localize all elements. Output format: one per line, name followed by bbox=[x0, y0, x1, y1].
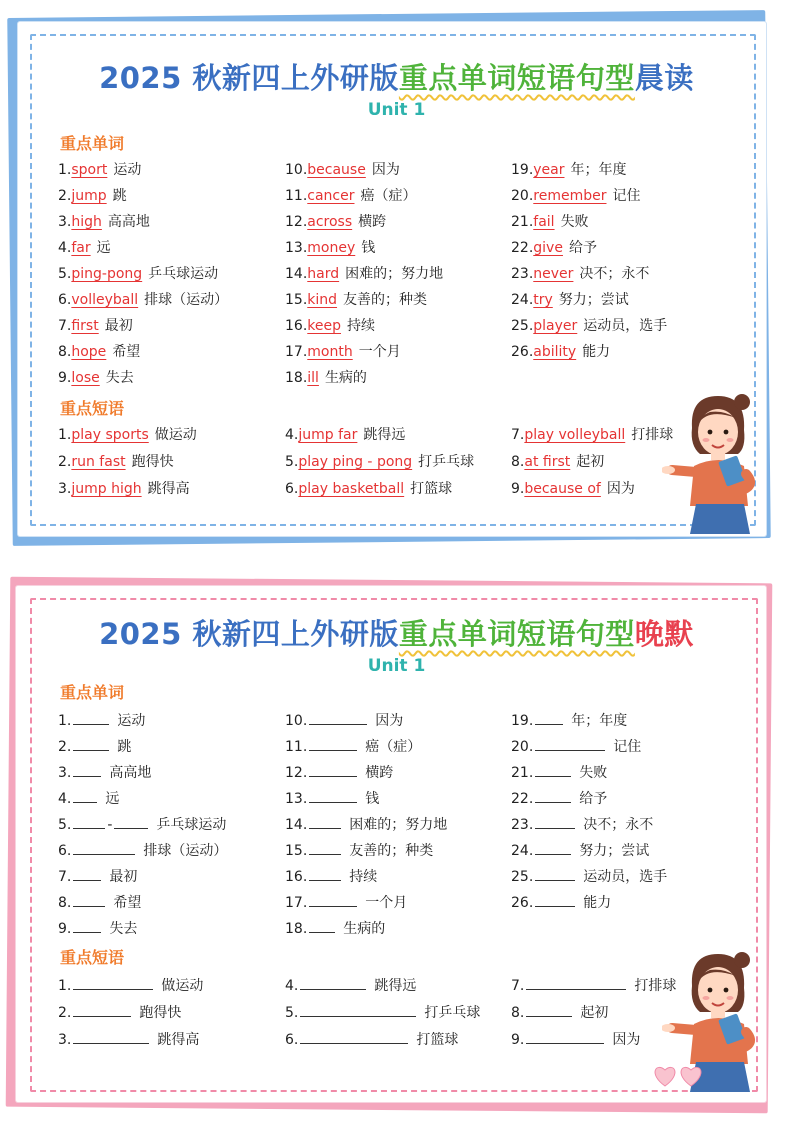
phrase-item bbox=[511, 426, 673, 444]
blank-word-item bbox=[511, 736, 641, 756]
word-item bbox=[285, 213, 386, 231]
answer-blank[interactable] bbox=[535, 788, 571, 803]
item-number: 13. bbox=[285, 240, 308, 256]
blank-word-item bbox=[511, 814, 653, 834]
title-part-topic: 重点单词短语句型 bbox=[398, 61, 635, 95]
chinese-meaning: 癌（症） bbox=[360, 188, 417, 204]
item-number: 14. bbox=[285, 817, 308, 833]
item-number: 4. bbox=[58, 240, 72, 256]
english-word: try bbox=[533, 292, 553, 308]
phrase-item bbox=[58, 453, 174, 471]
word-item bbox=[511, 291, 629, 309]
item-number: 3. bbox=[58, 214, 72, 230]
chinese-meaning: 记住 bbox=[613, 739, 642, 755]
word-item bbox=[58, 161, 141, 179]
words-heading: 重点单词 bbox=[60, 683, 125, 702]
chinese-meaning: 因为 bbox=[606, 481, 635, 497]
english-word: year bbox=[533, 162, 565, 178]
phrase-item bbox=[511, 480, 635, 498]
item-number: 19. bbox=[511, 162, 534, 178]
item-number: 8. bbox=[58, 895, 72, 911]
word-item bbox=[511, 161, 627, 179]
item-number: 3. bbox=[58, 481, 72, 497]
chinese-meaning: 失败 bbox=[579, 765, 608, 781]
chinese-meaning: 友善的；种类 bbox=[343, 292, 428, 308]
blank-word-item bbox=[511, 866, 667, 886]
item-number: 4. bbox=[285, 978, 299, 994]
chinese-meaning: 起初 bbox=[580, 1005, 609, 1021]
english-phrase: run fast bbox=[71, 454, 126, 470]
english-phrase: jump high bbox=[71, 481, 142, 497]
chinese-meaning: 打排球 bbox=[634, 978, 677, 994]
chinese-meaning: 运动 bbox=[113, 162, 142, 178]
english-word: ill bbox=[307, 370, 319, 386]
english-word: give bbox=[533, 240, 563, 256]
chinese-meaning: 困难的；努力地 bbox=[345, 266, 444, 282]
blank-word-item bbox=[58, 710, 145, 730]
word-item bbox=[511, 187, 640, 205]
blank-phrase-item bbox=[58, 975, 203, 995]
chinese-meaning: 打乒乓球 bbox=[424, 1005, 481, 1021]
item-number: 18. bbox=[285, 370, 308, 386]
chinese-meaning: 跑得快 bbox=[131, 454, 174, 470]
blank-word-item bbox=[511, 892, 611, 912]
item-number: 20. bbox=[511, 739, 534, 755]
evening-title bbox=[0, 612, 793, 653]
word-item bbox=[58, 343, 140, 361]
english-word: fail bbox=[533, 214, 555, 230]
english-word: sport bbox=[71, 162, 108, 178]
chinese-meaning: 能力 bbox=[582, 344, 611, 360]
item-number: 22. bbox=[511, 240, 534, 256]
answer-blank[interactable] bbox=[309, 866, 341, 881]
phrase-item bbox=[58, 426, 197, 444]
item-number: 2. bbox=[58, 454, 72, 470]
english-word: never bbox=[533, 266, 574, 282]
item-number: 1. bbox=[58, 427, 72, 443]
item-number: 13. bbox=[285, 791, 308, 807]
chinese-meaning: 持续 bbox=[349, 869, 378, 885]
phrases-heading: 重点短语 bbox=[60, 948, 125, 967]
english-word: player bbox=[533, 318, 578, 334]
chinese-meaning: 给予 bbox=[579, 791, 608, 807]
blank-word-item bbox=[285, 762, 393, 782]
chinese-meaning: 横跨 bbox=[365, 765, 394, 781]
answer-blank[interactable] bbox=[535, 814, 575, 829]
item-number: 26. bbox=[511, 344, 534, 360]
blank-word-item bbox=[58, 892, 141, 912]
word-item bbox=[511, 343, 610, 361]
blank-phrase-item bbox=[58, 1002, 181, 1022]
english-phrase: play sports bbox=[71, 427, 149, 443]
item-number: 16. bbox=[285, 318, 308, 334]
item-number: 21. bbox=[511, 765, 534, 781]
chinese-meaning: 希望 bbox=[113, 895, 142, 911]
item-number: 26. bbox=[511, 895, 534, 911]
blank-phrase-item bbox=[285, 1002, 480, 1022]
chinese-meaning: 生病的 bbox=[324, 370, 367, 386]
answer-blank[interactable] bbox=[535, 710, 563, 725]
english-word: across bbox=[307, 214, 353, 230]
item-number: 12. bbox=[285, 214, 308, 230]
answer-blank[interactable] bbox=[73, 788, 97, 803]
chinese-meaning: 跳得远 bbox=[374, 978, 417, 994]
title-part-mode: 晚默 bbox=[634, 617, 694, 651]
chinese-meaning: 高高地 bbox=[109, 765, 152, 781]
english-phrase: play ping - pong bbox=[298, 454, 413, 470]
phrases-heading: 重点短语 bbox=[60, 399, 125, 418]
item-number: 7. bbox=[58, 869, 72, 885]
item-number: 23. bbox=[511, 817, 534, 833]
answer-blank[interactable] bbox=[73, 736, 109, 751]
morning-title bbox=[0, 56, 793, 97]
item-number: 8. bbox=[511, 1005, 525, 1021]
word-item bbox=[511, 317, 667, 335]
item-number: 6. bbox=[58, 292, 72, 308]
item-number: 25. bbox=[511, 318, 534, 334]
chinese-meaning: 跳 bbox=[117, 739, 132, 755]
item-number: 7. bbox=[58, 318, 72, 334]
item-number: 5. bbox=[285, 1005, 299, 1021]
english-word: hope bbox=[71, 344, 107, 360]
title-part-grade: 2025 秋新四上外研版 bbox=[99, 617, 399, 651]
answer-blank[interactable] bbox=[535, 736, 605, 751]
item-number: 3. bbox=[58, 1032, 72, 1048]
item-number: 24. bbox=[511, 843, 534, 859]
answer-blank[interactable] bbox=[300, 975, 366, 990]
answer-blank[interactable] bbox=[309, 918, 335, 933]
blank-word-item bbox=[285, 892, 407, 912]
item-number: 22. bbox=[511, 791, 534, 807]
english-word: lose bbox=[71, 370, 100, 386]
english-word: kind bbox=[307, 292, 338, 308]
blank-word-item bbox=[58, 788, 119, 808]
item-number: 7. bbox=[511, 427, 525, 443]
chinese-meaning: 打排球 bbox=[631, 427, 674, 443]
blank-word-item bbox=[58, 866, 137, 886]
word-item bbox=[285, 369, 367, 387]
phrase-item bbox=[285, 480, 452, 498]
hearts-decoration bbox=[652, 1062, 706, 1088]
word-item bbox=[285, 239, 375, 257]
blank-word-item bbox=[511, 788, 607, 808]
blank-word-item bbox=[58, 736, 131, 756]
chinese-meaning: 远 bbox=[96, 240, 111, 256]
blank-phrase-item bbox=[285, 1029, 458, 1049]
item-number: 16. bbox=[285, 869, 308, 885]
item-number: 6. bbox=[285, 481, 299, 497]
english-word: first bbox=[71, 318, 99, 334]
answer-blank[interactable] bbox=[73, 1029, 149, 1044]
english-word: because bbox=[307, 162, 366, 178]
item-number: 12. bbox=[285, 765, 308, 781]
item-number: 8. bbox=[511, 454, 525, 470]
english-word: jump bbox=[71, 188, 107, 204]
item-number: 1. bbox=[58, 978, 72, 994]
item-number: 4. bbox=[285, 427, 299, 443]
answer-blank[interactable] bbox=[73, 1002, 131, 1017]
answer-blank[interactable] bbox=[526, 1002, 572, 1017]
answer-blank[interactable] bbox=[526, 975, 626, 990]
chinese-meaning: 希望 bbox=[112, 344, 141, 360]
unit-label: Unit 1 bbox=[367, 656, 426, 676]
chinese-meaning: 记住 bbox=[612, 188, 641, 204]
chinese-meaning: 跳得高 bbox=[147, 481, 190, 497]
item-number: 9. bbox=[58, 370, 72, 386]
chinese-meaning: 癌（症） bbox=[365, 739, 422, 755]
chinese-meaning: 生病的 bbox=[343, 921, 386, 937]
item-number: 2. bbox=[58, 188, 72, 204]
item-number: 1. bbox=[58, 713, 72, 729]
hyphen: - bbox=[107, 817, 113, 833]
english-phrase: because of bbox=[524, 481, 601, 497]
chinese-meaning: 年；年度 bbox=[570, 162, 627, 178]
teacher-illustration bbox=[662, 388, 762, 536]
chinese-meaning: 运动员，选手 bbox=[583, 318, 668, 334]
item-number: 9. bbox=[58, 921, 72, 937]
item-number: 11. bbox=[285, 188, 308, 204]
answer-blank[interactable] bbox=[526, 1029, 604, 1044]
english-phrase: play volleyball bbox=[524, 427, 626, 443]
chinese-meaning: 一个月 bbox=[365, 895, 408, 911]
chinese-meaning: 高高地 bbox=[107, 214, 150, 230]
chinese-meaning: 横跨 bbox=[358, 214, 387, 230]
item-number: 23. bbox=[511, 266, 534, 282]
answer-blank[interactable] bbox=[309, 788, 357, 803]
blank-phrase-item bbox=[285, 975, 416, 995]
answer-blank[interactable] bbox=[535, 840, 571, 855]
item-number: 9. bbox=[511, 1032, 525, 1048]
chinese-meaning: 乒乓球运动 bbox=[148, 266, 219, 282]
chinese-meaning: 能力 bbox=[583, 895, 612, 911]
english-phrase: jump far bbox=[298, 427, 358, 443]
word-item bbox=[58, 317, 133, 335]
chinese-meaning: 跳 bbox=[112, 188, 127, 204]
answer-blank[interactable] bbox=[73, 975, 153, 990]
word-item bbox=[285, 265, 443, 283]
phrase-item bbox=[511, 453, 604, 471]
chinese-meaning: 排球（运动） bbox=[143, 843, 228, 859]
chinese-meaning: 打乒乓球 bbox=[418, 454, 475, 470]
item-number: 1. bbox=[58, 162, 72, 178]
item-number: 17. bbox=[285, 895, 308, 911]
chinese-meaning: 因为 bbox=[375, 713, 404, 729]
answer-blank[interactable] bbox=[309, 814, 341, 829]
blank-word-item bbox=[285, 866, 377, 886]
english-word: far bbox=[71, 240, 91, 256]
item-number: 6. bbox=[285, 1032, 299, 1048]
item-number: 15. bbox=[285, 843, 308, 859]
item-number: 7. bbox=[511, 978, 525, 994]
chinese-meaning: 因为 bbox=[371, 162, 400, 178]
item-number: 20. bbox=[511, 188, 534, 204]
blank-word-item bbox=[58, 840, 227, 860]
word-item bbox=[511, 265, 649, 283]
item-number: 24. bbox=[511, 292, 534, 308]
blank-word-item bbox=[58, 814, 226, 834]
english-word: remember bbox=[533, 188, 607, 204]
word-item bbox=[285, 161, 400, 179]
words-heading: 重点单词 bbox=[60, 134, 125, 153]
chinese-meaning: 决不；永不 bbox=[583, 817, 654, 833]
unit-label: Unit 1 bbox=[367, 100, 426, 120]
blank-word-item bbox=[511, 710, 627, 730]
answer-blank[interactable] bbox=[300, 1002, 416, 1017]
chinese-meaning: 乒乓球运动 bbox=[156, 817, 227, 833]
english-word: high bbox=[71, 214, 102, 230]
item-number: 5. bbox=[58, 266, 72, 282]
item-number: 21. bbox=[511, 214, 534, 230]
item-number: 15. bbox=[285, 292, 308, 308]
english-word: money bbox=[307, 240, 356, 256]
chinese-meaning: 运动员，选手 bbox=[583, 869, 668, 885]
english-word: hard bbox=[307, 266, 340, 282]
answer-blank[interactable] bbox=[309, 892, 357, 907]
chinese-meaning: 排球（运动） bbox=[144, 292, 229, 308]
phrase-item bbox=[285, 453, 474, 471]
english-word: ability bbox=[533, 344, 577, 360]
answer-blank[interactable] bbox=[309, 762, 357, 777]
answer-blank[interactable] bbox=[73, 892, 105, 907]
item-number: 2. bbox=[58, 739, 72, 755]
english-phrase: play basketball bbox=[298, 481, 405, 497]
word-item bbox=[285, 187, 416, 205]
blank-phrase-item bbox=[511, 1002, 608, 1022]
chinese-meaning: 因为 bbox=[612, 1032, 641, 1048]
blank-word-item bbox=[285, 710, 403, 730]
word-item bbox=[285, 291, 427, 309]
phrase-item bbox=[58, 480, 190, 498]
chinese-meaning: 做运动 bbox=[161, 978, 204, 994]
chinese-meaning: 打篮球 bbox=[416, 1032, 459, 1048]
chinese-meaning: 给予 bbox=[568, 240, 597, 256]
answer-blank[interactable] bbox=[300, 1029, 408, 1044]
word-item bbox=[285, 317, 375, 335]
word-item bbox=[58, 239, 111, 257]
english-word: ping-pong bbox=[71, 266, 143, 282]
chinese-meaning: 打篮球 bbox=[410, 481, 453, 497]
chinese-meaning: 困难的；努力地 bbox=[349, 817, 448, 833]
english-word: month bbox=[307, 344, 353, 360]
blank-phrase-item bbox=[511, 975, 676, 995]
item-number: 5. bbox=[285, 454, 299, 470]
chinese-meaning: 跳得远 bbox=[363, 427, 406, 443]
answer-blank[interactable] bbox=[535, 892, 575, 907]
answer-blank[interactable] bbox=[73, 918, 101, 933]
word-item bbox=[511, 239, 597, 257]
answer-blank[interactable] bbox=[114, 814, 148, 829]
answer-blank[interactable] bbox=[73, 814, 105, 829]
answer-blank[interactable] bbox=[309, 736, 357, 751]
item-number: 10. bbox=[285, 713, 308, 729]
chinese-meaning: 跳得高 bbox=[157, 1032, 200, 1048]
item-number: 19. bbox=[511, 713, 534, 729]
chinese-meaning: 钱 bbox=[365, 791, 380, 807]
chinese-meaning: 努力；尝试 bbox=[579, 843, 650, 859]
answer-blank[interactable] bbox=[73, 762, 101, 777]
blank-word-item bbox=[285, 918, 385, 938]
blank-word-item bbox=[285, 788, 379, 808]
item-number: 18. bbox=[285, 921, 308, 937]
word-item bbox=[58, 187, 127, 205]
chinese-meaning: 失去 bbox=[109, 921, 138, 937]
item-number: 17. bbox=[285, 344, 308, 360]
blank-word-item bbox=[285, 840, 433, 860]
blank-word-item bbox=[58, 918, 137, 938]
answer-blank[interactable] bbox=[73, 840, 135, 855]
title-part-topic: 重点单词短语句型 bbox=[398, 617, 635, 651]
item-number: 2. bbox=[58, 1005, 72, 1021]
english-word: keep bbox=[307, 318, 341, 334]
english-word: volleyball bbox=[71, 292, 139, 308]
item-number: 25. bbox=[511, 869, 534, 885]
chinese-meaning: 决不；永不 bbox=[579, 266, 650, 282]
blank-word-item bbox=[511, 762, 607, 782]
chinese-meaning: 失败 bbox=[560, 214, 589, 230]
chinese-meaning: 失去 bbox=[105, 370, 134, 386]
chinese-meaning: 远 bbox=[105, 791, 120, 807]
word-item bbox=[58, 291, 228, 309]
chinese-meaning: 努力；尝试 bbox=[558, 292, 629, 308]
chinese-meaning: 钱 bbox=[361, 240, 376, 256]
word-item bbox=[511, 213, 589, 231]
blank-word-item bbox=[511, 840, 649, 860]
english-word: cancer bbox=[307, 188, 355, 204]
answer-blank[interactable] bbox=[535, 762, 571, 777]
blank-word-item bbox=[285, 814, 447, 834]
blank-phrase-item bbox=[511, 1029, 640, 1049]
answer-blank[interactable] bbox=[309, 710, 367, 725]
chinese-meaning: 最初 bbox=[104, 318, 133, 334]
chinese-meaning: 年；年度 bbox=[571, 713, 628, 729]
word-item bbox=[58, 265, 218, 283]
answer-blank[interactable] bbox=[535, 866, 575, 881]
item-number: 9. bbox=[511, 481, 525, 497]
item-number: 6. bbox=[58, 843, 72, 859]
item-number: 10. bbox=[285, 162, 308, 178]
chinese-meaning: 起初 bbox=[576, 454, 605, 470]
blank-word-item bbox=[58, 762, 151, 782]
item-number: 4. bbox=[58, 791, 72, 807]
chinese-meaning: 持续 bbox=[347, 318, 375, 334]
chinese-meaning: 一个月 bbox=[358, 344, 401, 360]
word-item bbox=[285, 343, 401, 361]
answer-blank[interactable] bbox=[309, 840, 341, 855]
item-number: 8. bbox=[58, 344, 72, 360]
item-number: 3. bbox=[58, 765, 72, 781]
chinese-meaning: 跑得快 bbox=[139, 1005, 182, 1021]
chinese-meaning: 友善的；种类 bbox=[349, 843, 434, 859]
chinese-meaning: 最初 bbox=[109, 869, 138, 885]
blank-word-item bbox=[285, 736, 421, 756]
title-part-grade: 2025 秋新四上外研版 bbox=[99, 61, 399, 95]
word-item bbox=[58, 369, 134, 387]
item-number: 5. bbox=[58, 817, 72, 833]
chinese-meaning: 做运动 bbox=[154, 427, 197, 443]
item-number: 11. bbox=[285, 739, 308, 755]
english-phrase: at first bbox=[524, 454, 571, 470]
answer-blank[interactable] bbox=[73, 710, 109, 725]
blank-phrase-item bbox=[58, 1029, 199, 1049]
chinese-meaning: 运动 bbox=[117, 713, 146, 729]
phrase-item bbox=[285, 426, 405, 444]
title-part-mode: 晨读 bbox=[634, 61, 694, 95]
word-item bbox=[58, 213, 150, 231]
item-number: 14. bbox=[285, 266, 308, 282]
answer-blank[interactable] bbox=[73, 866, 101, 881]
